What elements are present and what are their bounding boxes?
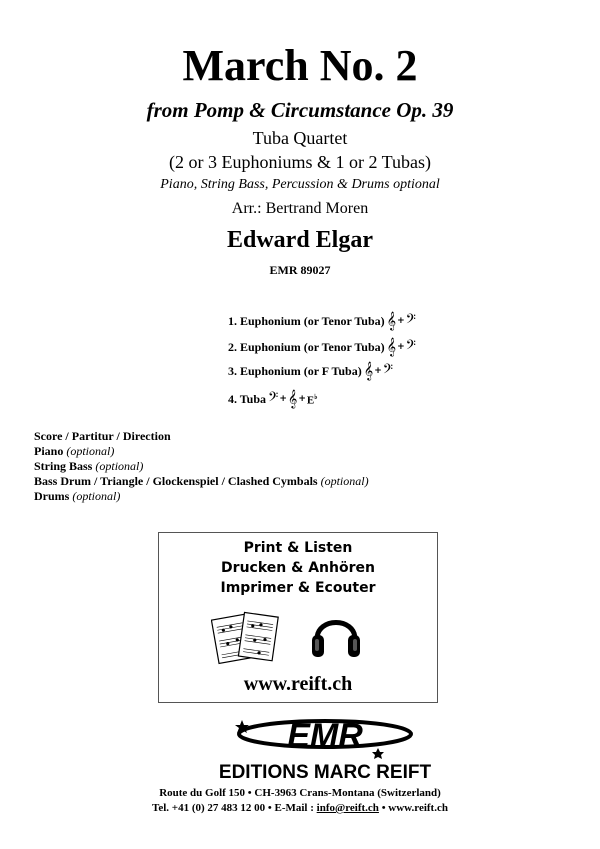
page-title: March No. 2 <box>182 41 418 90</box>
bass-clef-icon: 𝄢 <box>382 361 394 380</box>
list-item: Bass Drum / Triangle / Glockenspiel / Clashed Cymbals (optional) <box>34 474 369 488</box>
extras-list <box>34 429 369 504</box>
treble-clef-icon: 𝄞 <box>386 337 397 356</box>
promo-box <box>158 532 438 703</box>
part-label: 3. Euphonium (or F Tuba) <box>228 364 362 378</box>
clef-icons: 𝄞 + 𝄢 <box>386 311 416 330</box>
list-item: Drums (optional) <box>34 489 121 503</box>
part-label: 4. Tuba <box>228 391 267 406</box>
instrumentation: (2 or 3 Euphoniums & 1 or 2 Tubas) <box>168 152 431 172</box>
clef-icons: 𝄞 + 𝄢 <box>386 337 416 356</box>
promo-line-3: Imprimer & Ecouter <box>220 580 376 596</box>
part-1 <box>228 312 416 330</box>
email-link[interactable]: info@reift.ch <box>316 802 379 814</box>
part-label: 1. Euphonium (or Tenor Tuba) <box>228 314 385 328</box>
composer: Edward Elgar <box>226 227 373 253</box>
promo-line-2: Drucken & Anhören <box>221 560 375 576</box>
treble-clef-icon: 𝄞 <box>386 311 397 330</box>
part-4 <box>228 388 318 410</box>
clef-icons: 𝄢 + 𝄞 + E♭ <box>268 388 318 408</box>
bass-clef-icon: 𝄢 <box>268 388 279 408</box>
part-2 <box>228 338 416 356</box>
list-item: Piano (optional) <box>34 444 115 458</box>
clef-icons: 𝄞 + 𝄢 <box>363 361 394 380</box>
svg-text:EDITIONS MARC REIFT: EDITIONS MARC REIFT <box>218 762 432 783</box>
headphones-icon <box>309 605 363 665</box>
list-item: Score / Partitur / Direction <box>34 429 171 443</box>
bass-clef-icon: 𝄢 <box>405 311 416 330</box>
svg-text:EMR: EMR <box>287 717 363 755</box>
promo-url: www.reift.ch <box>243 673 353 695</box>
footer-address: Route du Golf 150 • CH-3963 Crans-Montana (Switzerland) <box>159 787 441 799</box>
emr-logo <box>200 712 450 784</box>
catalog-number: EMR 89027 <box>269 263 331 277</box>
sheet-music-icon <box>211 609 283 665</box>
footer-contact: Tel. +41 (0) 27 483 12 00 • E-Mail : info@reift.ch • www.reift.ch <box>152 802 448 814</box>
treble-clef-icon: 𝄞 <box>363 361 374 380</box>
list-item: String Bass (optional) <box>34 459 144 473</box>
treble-clef-icon: 𝄞 <box>287 388 298 408</box>
bass-clef-icon: 𝄢 <box>405 337 416 356</box>
part-label: 2. Euphonium (or Tenor Tuba) <box>228 340 385 354</box>
promo-line-1: Print & Listen <box>243 540 353 556</box>
eb-label: E♭ <box>306 393 318 407</box>
subtitle: from Pomp & Circumstance Op. 39 <box>146 98 454 122</box>
optional-note: Piano, String Bass, Percussion & Drums optional <box>160 177 440 192</box>
part-3 <box>228 362 393 380</box>
ensemble: Tuba Quartet <box>252 128 348 148</box>
arranger: Arr.: Bertrand Moren <box>231 200 369 217</box>
